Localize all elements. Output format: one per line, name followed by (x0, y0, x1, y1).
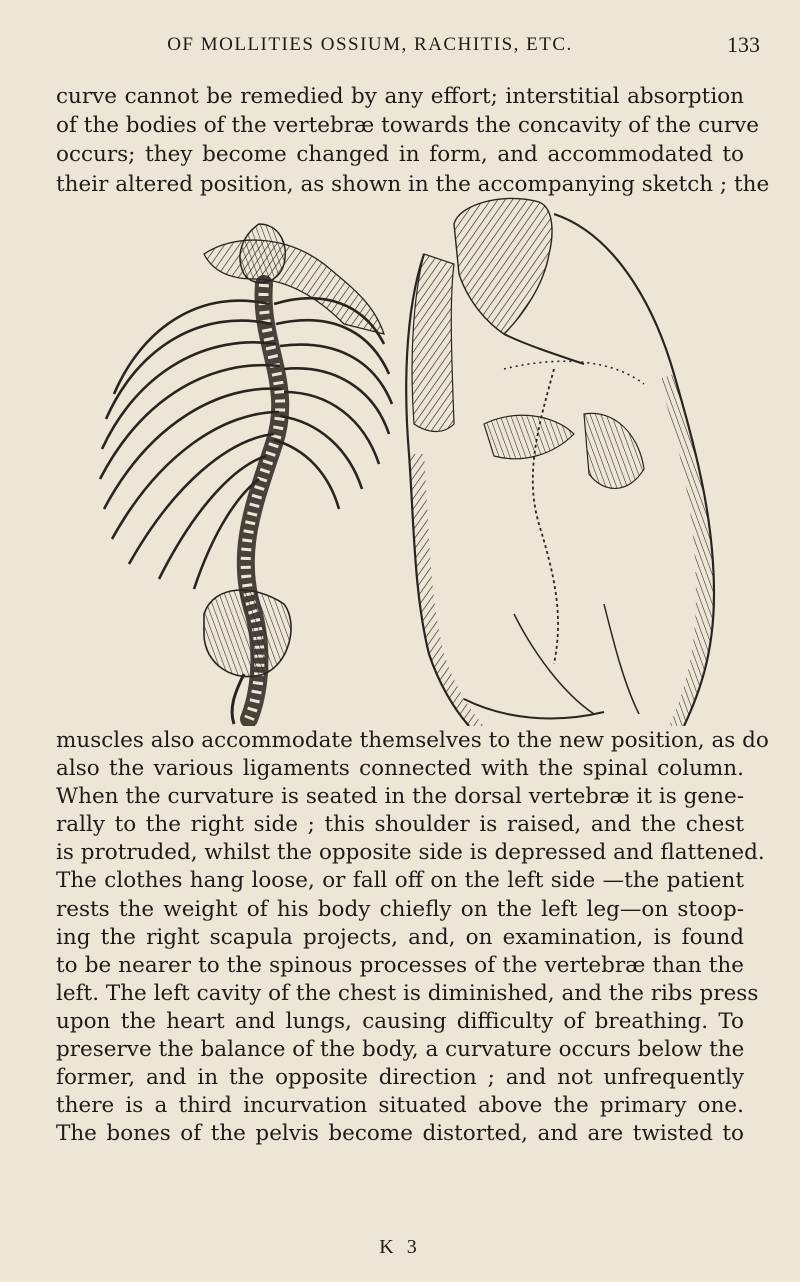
page-number: 133 (727, 32, 760, 57)
text-line: is protruded, whilst the opposite side is depressed and flattened. (56, 840, 765, 866)
page-header (40, 34, 760, 64)
text-line: their altered position, as shown in the accompanying sketch ; the (56, 171, 770, 197)
text-line: ing the right scapula projects, and, on examination, is found (56, 924, 744, 950)
paragraph-top (56, 82, 770, 199)
torso-sketch (406, 198, 714, 726)
text-line: occurs; they become changed in form, and accommodated to (56, 142, 744, 168)
text-line: upon the heart and lungs, causing difficulty of breathing. To (56, 1008, 744, 1034)
skeleton-sketch (100, 224, 392, 724)
text-line: curve cannot be remedied by any effort; interstitial absorption (56, 84, 744, 109)
text-line: to be nearer to the spinous processes of the vertebræ than the (56, 952, 744, 978)
text-line: When the curvature is seated in the dorsal vertebræ it is gene- (56, 784, 744, 810)
running-title: OF MOLLITIES OSSIUM, RACHITIS, ETC. (167, 34, 573, 55)
text-line: The bones of the pelvis become distorted, and are twisted to (56, 1121, 744, 1147)
text-line: rests the weight of his body chiefly on the left leg—on stoop- (56, 896, 744, 922)
text-line: also the various ligaments connected with the spinal column. (56, 756, 744, 782)
signature-mark: K 3 (379, 1236, 421, 1258)
spinal-curvature-illustration (84, 194, 744, 726)
text-line: preserve the balance of the body, a curvature occurs below the (56, 1037, 745, 1063)
text-line: there is a third incurvation situated above the primary one. (56, 1093, 744, 1119)
text-line: of the bodies of the vertebræ towards the concavity of the curve (56, 113, 760, 139)
text-line: rally to the right side ; this shoulder is raised, and the chest (56, 812, 744, 838)
text-line: The clothes hang loose, or fall off on the left side —the patient (56, 868, 744, 894)
paragraph-bottom (56, 727, 769, 1148)
text-line: left. The left cavity of the chest is diminished, and the ribs press (56, 980, 759, 1006)
anatomical-sketch-figure (84, 194, 744, 726)
text-line: muscles also accommodate themselves to the new position, as do (56, 728, 769, 753)
text-line: former, and in the opposite direction ; and not unfrequently (56, 1065, 744, 1091)
